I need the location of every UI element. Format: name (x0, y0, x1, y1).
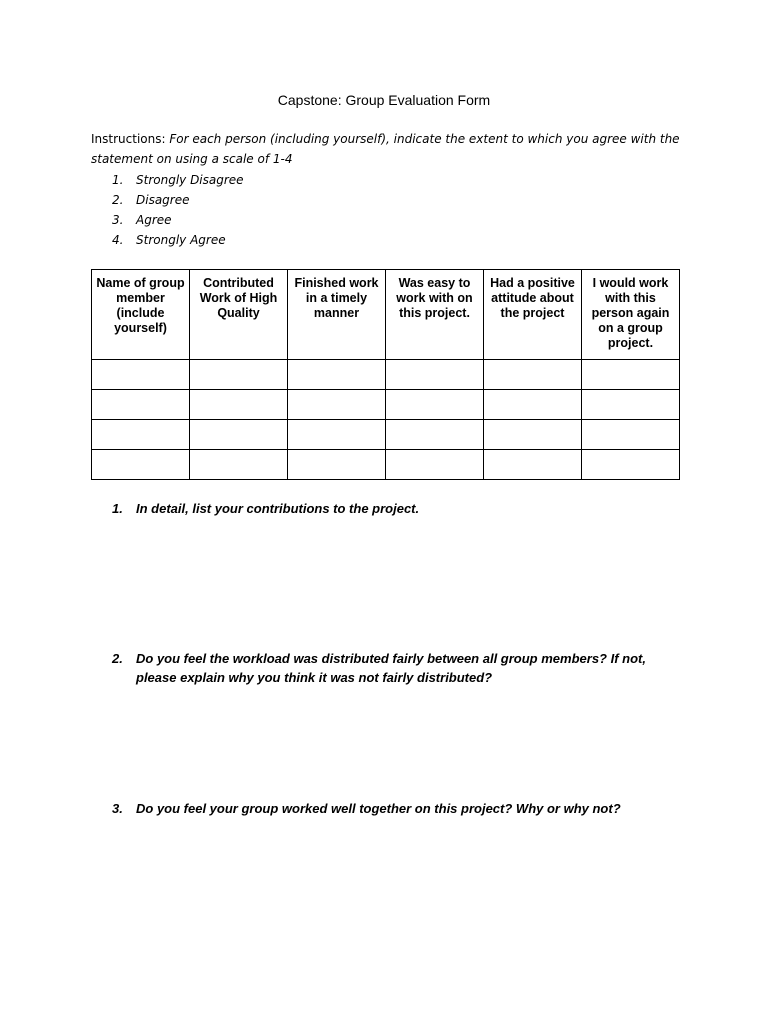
table-cell[interactable] (484, 390, 582, 420)
table-cell[interactable] (386, 450, 484, 480)
question-text: Do you feel your group worked well together on this project? Why or why not? (136, 801, 621, 816)
question-number: 2. (112, 651, 123, 666)
question-number: 3. (112, 801, 123, 816)
table-cell[interactable] (92, 390, 190, 420)
question-number: 1. (112, 501, 123, 516)
table-cell[interactable] (582, 450, 680, 480)
table-cell[interactable] (582, 390, 680, 420)
column-header-timely: Finished work in a timely manner (288, 270, 386, 360)
table-cell[interactable] (484, 420, 582, 450)
question-text: In detail, list your contributions to the project. (136, 501, 420, 516)
question-1 (112, 499, 672, 518)
instructions (91, 129, 691, 169)
scale-item (112, 190, 244, 210)
page-title: Capstone: Group Evaluation Form (277, 92, 491, 108)
scale-label: Agree (136, 213, 172, 227)
table-cell[interactable] (582, 360, 680, 390)
table-cell[interactable] (484, 450, 582, 480)
table-cell[interactable] (92, 360, 190, 390)
table-row (92, 390, 680, 420)
scale-number: 1. (112, 173, 124, 187)
column-header-work-again: I would work with this person again on a group project. (582, 270, 680, 360)
table-row (92, 450, 680, 480)
question-text: Do you feel the workload was distributed fairly between all group members? If not, please explain why you think it was not fairly distributed? (136, 651, 646, 685)
table-cell[interactable] (288, 360, 386, 390)
instructions-body: For each person (including yourself), indicate the extent to which you agree with the statement on using a scale of 1-4 (91, 132, 680, 166)
scale-number: 2. (112, 193, 124, 207)
table-cell[interactable] (190, 390, 288, 420)
table-cell[interactable] (386, 360, 484, 390)
scale-item (112, 210, 244, 230)
table-cell[interactable] (288, 390, 386, 420)
table-cell[interactable] (484, 360, 582, 390)
table-row (92, 360, 680, 390)
table-cell[interactable] (190, 420, 288, 450)
rating-scale-list (112, 170, 244, 250)
table-cell[interactable] (386, 390, 484, 420)
table-cell[interactable] (582, 420, 680, 450)
table-cell[interactable] (92, 420, 190, 450)
column-header-name: Name of group member (include yourself) (92, 270, 190, 360)
evaluation-table (91, 269, 680, 480)
scale-label: Strongly Disagree (136, 173, 244, 187)
scale-label: Strongly Agree (136, 233, 226, 247)
column-header-quality: Contributed Work of High Quality (190, 270, 288, 360)
scale-item (112, 170, 244, 190)
scale-item (112, 230, 244, 250)
scale-label: Disagree (136, 193, 190, 207)
question-2 (112, 649, 672, 687)
table-row (92, 420, 680, 450)
column-header-attitude: Had a positive attitude about the project (484, 270, 582, 360)
scale-number: 3. (112, 213, 124, 227)
table-cell[interactable] (288, 420, 386, 450)
table-cell[interactable] (190, 360, 288, 390)
table-cell[interactable] (288, 450, 386, 480)
instructions-lead: Instructions: (91, 132, 170, 146)
column-header-easy: Was easy to work with on this project. (386, 270, 484, 360)
scale-number: 4. (112, 233, 124, 247)
question-3 (112, 799, 672, 818)
table-cell[interactable] (386, 420, 484, 450)
table-header-row (92, 270, 680, 360)
table-cell[interactable] (190, 450, 288, 480)
table-cell[interactable] (92, 450, 190, 480)
